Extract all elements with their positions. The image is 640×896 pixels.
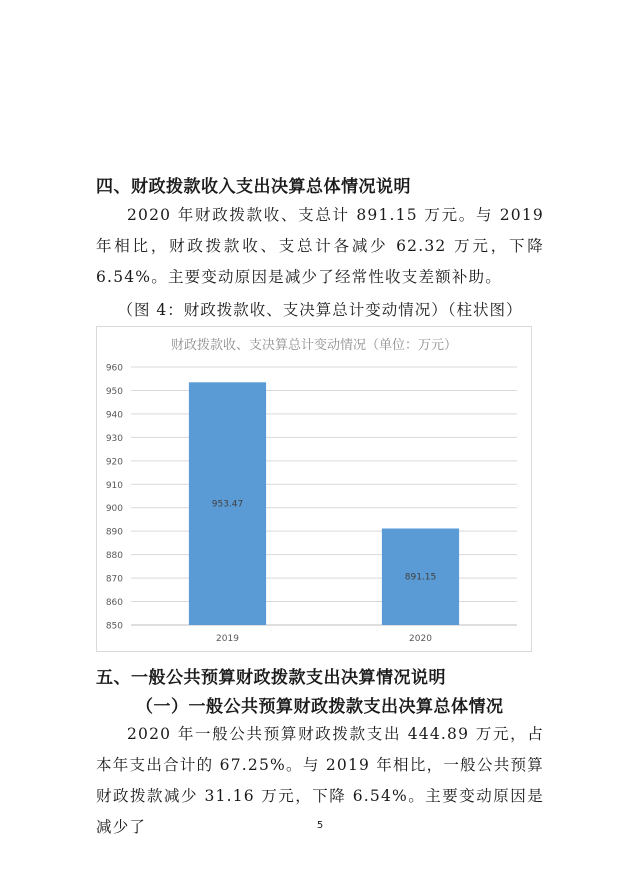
y-tick-label: 960 [105,363,123,374]
section-4-paragraph: 2020 年财政拨款收、支总计 891.15 万元。与 2019 年相比，财政拨款收、支总计各减少 62.32 万元，下降 6.54%。主要变动原因是减少了经常性收支差额补助。 [96,206,544,286]
x-tick-label: 2020 [409,634,432,644]
section-5-paragraph: 2020 年一般公共预算财政拨款支出 444.89 万元，占本年支出合计的 67.25%。与 2019 年相比，一般公共预算财政拨款减少 31.16 万元，下降 6.54%。主要变动原因是减少了 [96,725,544,836]
data-label-2019: 953.47 [211,499,244,510]
y-tick-label: 950 [105,386,123,397]
bar-chart-canvas [97,327,531,651]
chart-y-ticks [106,364,123,632]
section-4-heading: 四、财政拨款收入支出决算总体情况说明 [96,177,411,197]
bar-chart [96,326,532,652]
section-5-subheading: （一）一般公共预算财政拨款支出决算总体情况 [136,697,504,717]
x-tick-label: 2019 [216,634,239,644]
y-tick-label: 910 [105,480,123,491]
y-tick-label: 890 [105,527,123,538]
y-tick-label: 880 [105,551,123,562]
y-tick-label: 900 [105,504,123,515]
chart-title: 财政拨款收、支决算总计变动情况（单位：万元） [170,338,458,353]
y-tick-label: 860 [105,598,123,609]
y-tick-label: 940 [105,410,123,421]
y-tick-label: 930 [105,433,123,444]
section-5-heading: 五、一般公共预算财政拨款支出决算情况说明 [96,668,446,688]
y-tick-label: 870 [105,574,123,585]
chart-bars [189,382,459,625]
chart-gridlines [131,367,517,625]
page-number: 5 [316,820,324,831]
chart-x-ticks [216,634,432,644]
y-tick-label: 920 [105,457,123,468]
figure-4-caption: （图 4：财政拨款收、支决算总计变动情况）（柱状图） [117,301,523,319]
y-tick-label: 850 [105,621,123,632]
data-label-2020: 891.15 [404,572,437,583]
